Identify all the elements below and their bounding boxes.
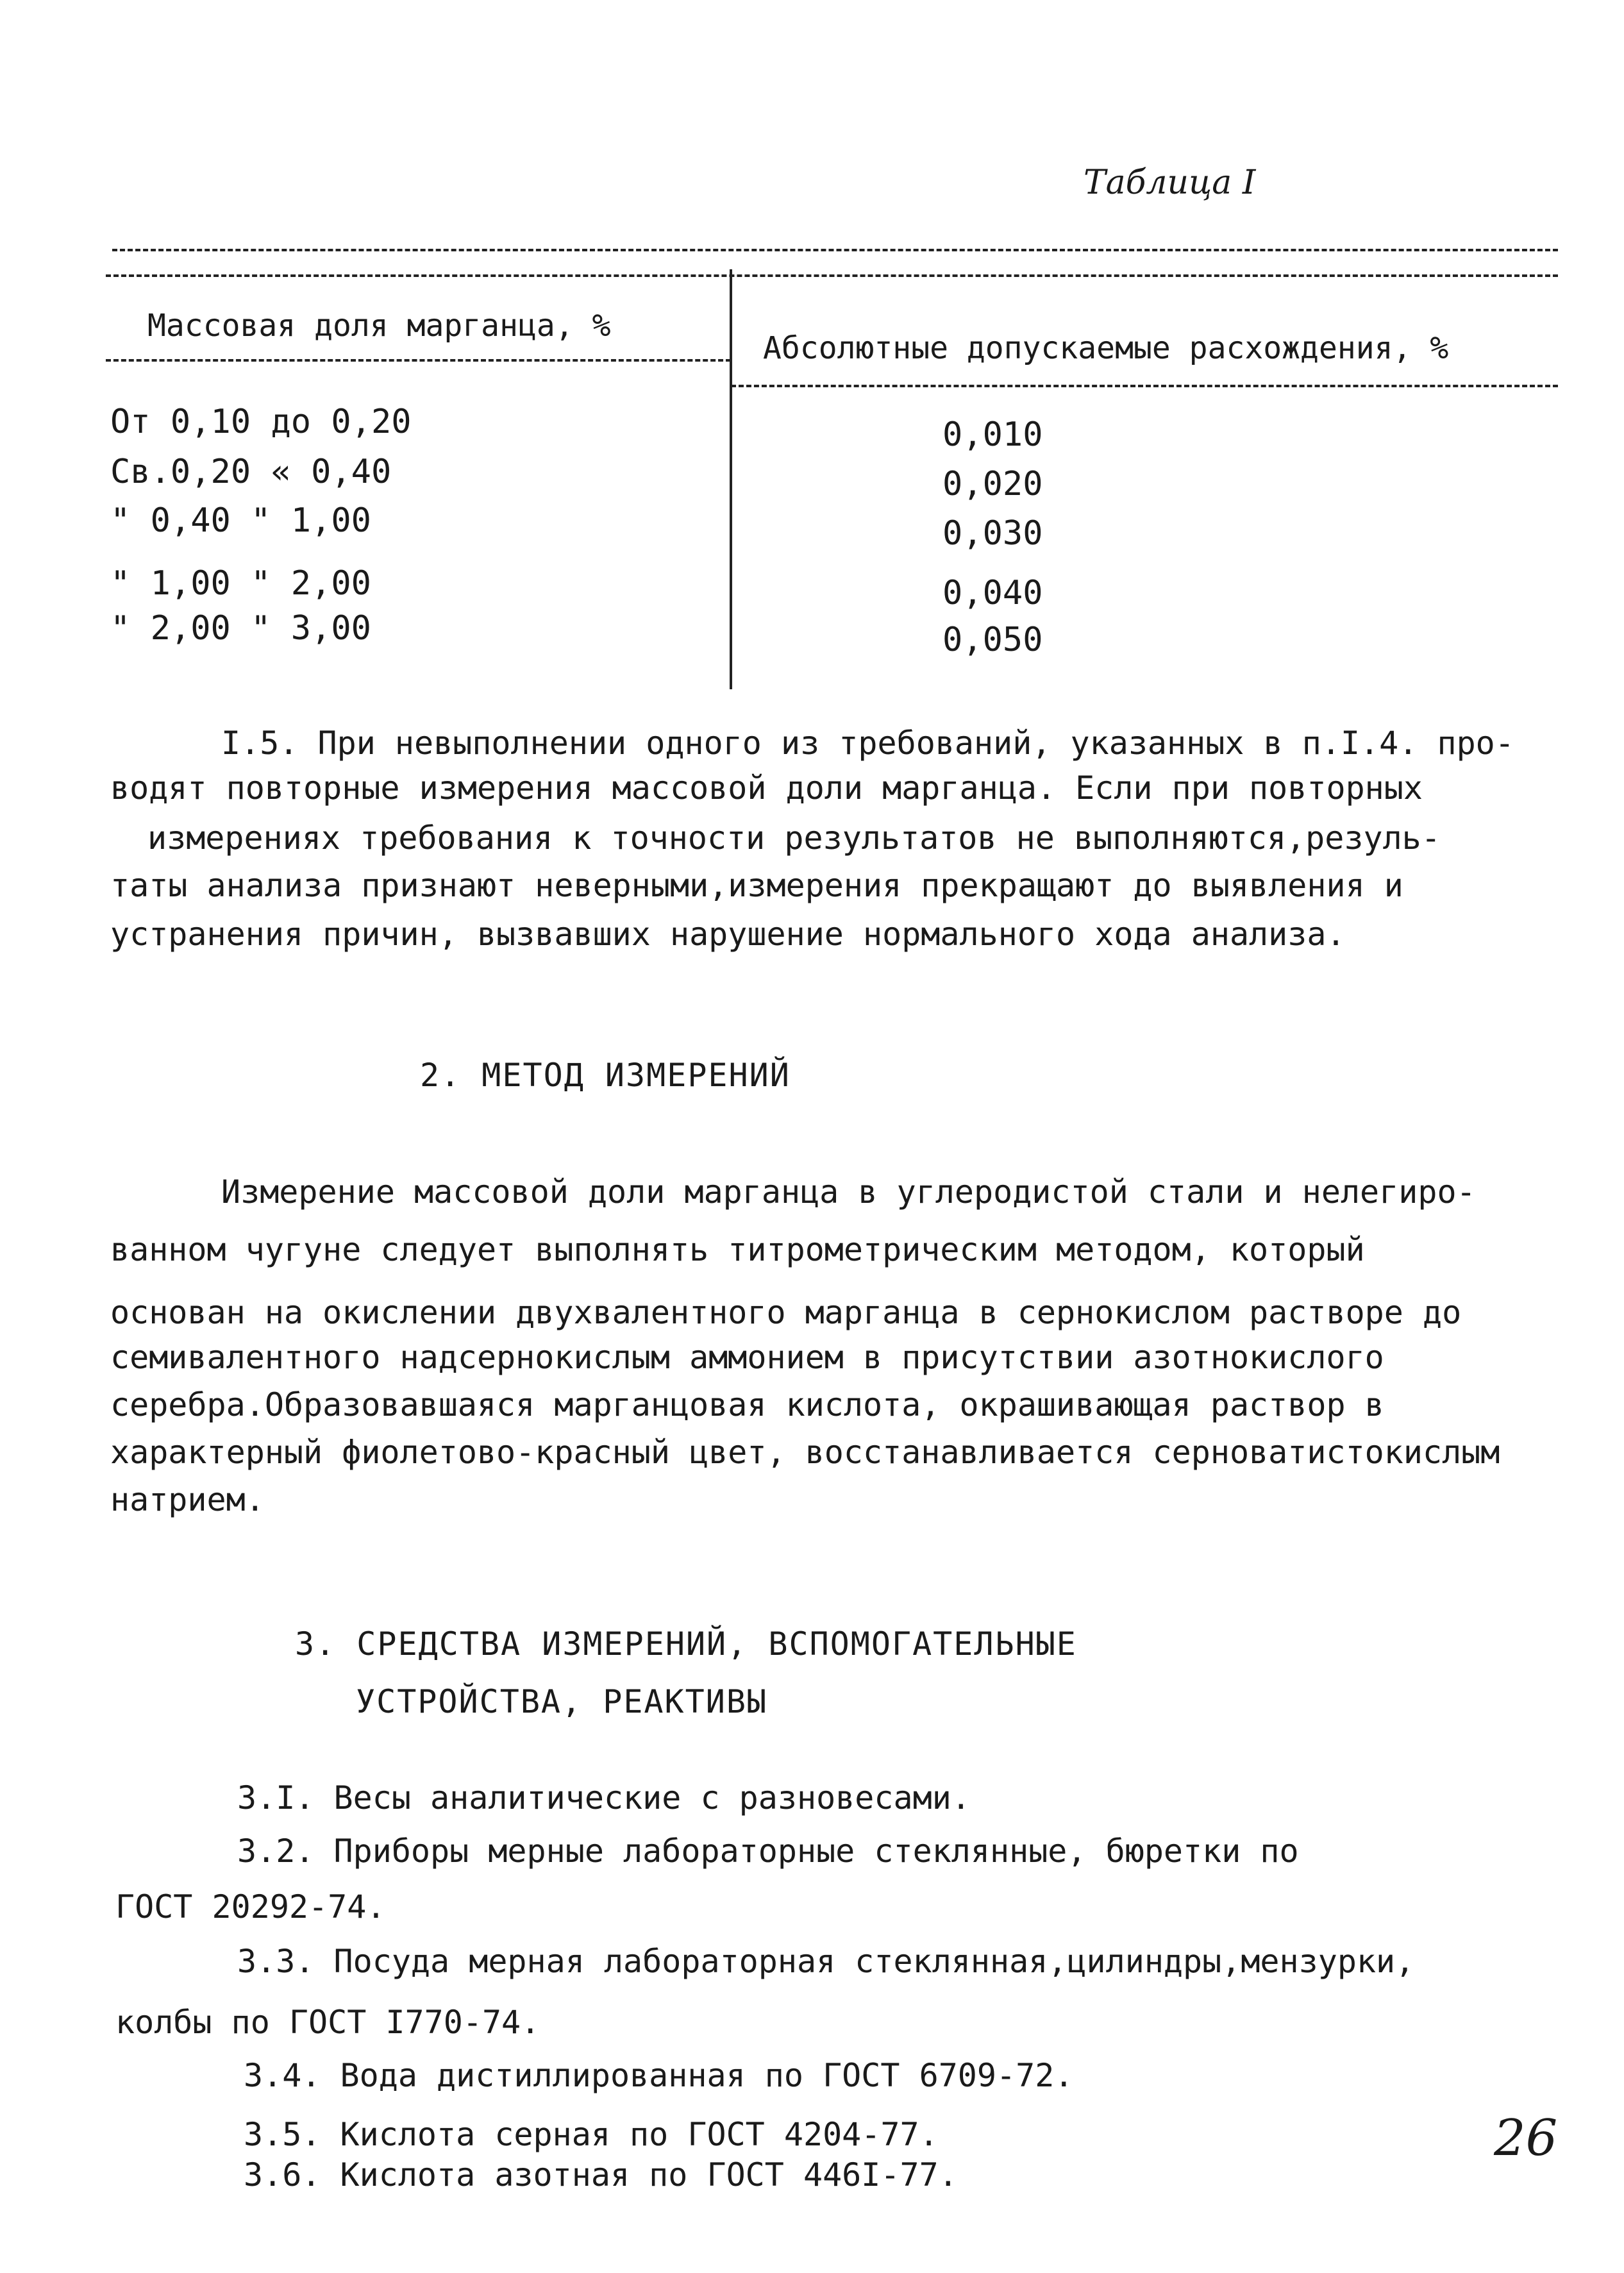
table-caption: Таблица I — [1084, 164, 1256, 202]
paragraph-line: водят повторные измерения массовой доли марганца. Если при повторных — [110, 769, 1423, 807]
list-item: 3.I. Весы аналитические с разновесами. — [237, 1779, 971, 1816]
paragraph-line: натрием. — [110, 1481, 265, 1518]
list-item: 3.4. Вода дистиллированная по ГОСТ 6709-72. — [244, 2057, 1074, 2094]
table-row-range: " 0,40 " 1,00 — [110, 501, 371, 540]
list-item: ГОСТ 20292-74. — [115, 1888, 386, 1925]
list-item: 3.3. Посуда мерная лабораторная стеклянная,цилиндры,мензурки, — [237, 1943, 1415, 1980]
section-heading: УСТРОЙСТВА, РЕАКТИВЫ — [356, 1683, 768, 1720]
list-item: колбы по ГОСТ I770-74. — [115, 2004, 540, 2041]
table-row-range: " 1,00 " 2,00 — [110, 564, 371, 603]
list-item: 3.5. Кислота серная по ГОСТ 4204-77. — [244, 2116, 939, 2153]
list-item: 3.6. Кислота азотная по ГОСТ 446I-77. — [244, 2156, 958, 2193]
table-row-value: 0,030 — [942, 514, 1043, 553]
paragraph-line: Измерение массовой доли марганца в углеродистой стали и нелегиро- — [221, 1173, 1476, 1211]
table-header-mass-fraction: Массовая доля марганца, % — [147, 308, 611, 344]
header-underline-left — [106, 359, 731, 362]
table-top-rule-2 — [106, 274, 1558, 277]
table-row-value: 0,020 — [942, 465, 1043, 503]
table-row-value: 0,040 — [942, 574, 1043, 612]
paragraph-line: таты анализа признают неверными,измерения прекращают до выявления и — [110, 867, 1403, 904]
section-heading: 2. МЕТОД ИЗМЕРЕНИЙ — [420, 1057, 791, 1094]
table-row-value: 0,010 — [942, 415, 1043, 454]
table-header-tolerance: Абсолютные допускаемые расхождения, % — [763, 330, 1449, 366]
paragraph-line: основан на окислении двухвалентного марганца в сернокислом растворе до — [110, 1294, 1462, 1331]
header-underline-right — [731, 385, 1558, 387]
list-item: 3.2. Приборы мерные лабораторные стеклянные, бюретки по — [237, 1833, 1299, 1870]
table-row-range: " 2,00 " 3,00 — [110, 609, 371, 648]
paragraph-line: I.5. При невыполнении одного из требований, указанных в п.I.4. про- — [221, 725, 1514, 762]
table-row-range: Св.0,20 « 0,40 — [110, 453, 392, 491]
paragraph-line: характерный фиолетово-красный цвет, восстанавливается серноватистокислым — [110, 1434, 1500, 1471]
paragraph-line: устранения причин, вызвавших нарушение нормального хода анализа. — [110, 916, 1346, 953]
section-heading: 3. СРЕДСТВА ИЗМЕРЕНИЙ, ВСПОМОГАТЕЛЬНЫЕ — [295, 1625, 1077, 1663]
table-row-value: 0,050 — [942, 621, 1043, 659]
table-top-rule — [112, 249, 1558, 251]
table-row-range: От 0,10 до 0,20 — [110, 403, 412, 441]
page-number: 26 — [1494, 2109, 1558, 2167]
paragraph-line: серебра.Образовавшаяся марганцовая кислота, окрашивающая раствор в — [110, 1386, 1384, 1423]
paragraph-line: измерениях требования к точности результатов не выполняются,резуль- — [147, 819, 1441, 857]
paragraph-line: семивалентного надсернокислым аммонием в присутствии азотнокислого — [110, 1339, 1384, 1376]
paragraph-line: ванном чугуне следует выполнять титрометрическим методом, который — [110, 1231, 1365, 1268]
table-column-divider — [730, 269, 732, 689]
